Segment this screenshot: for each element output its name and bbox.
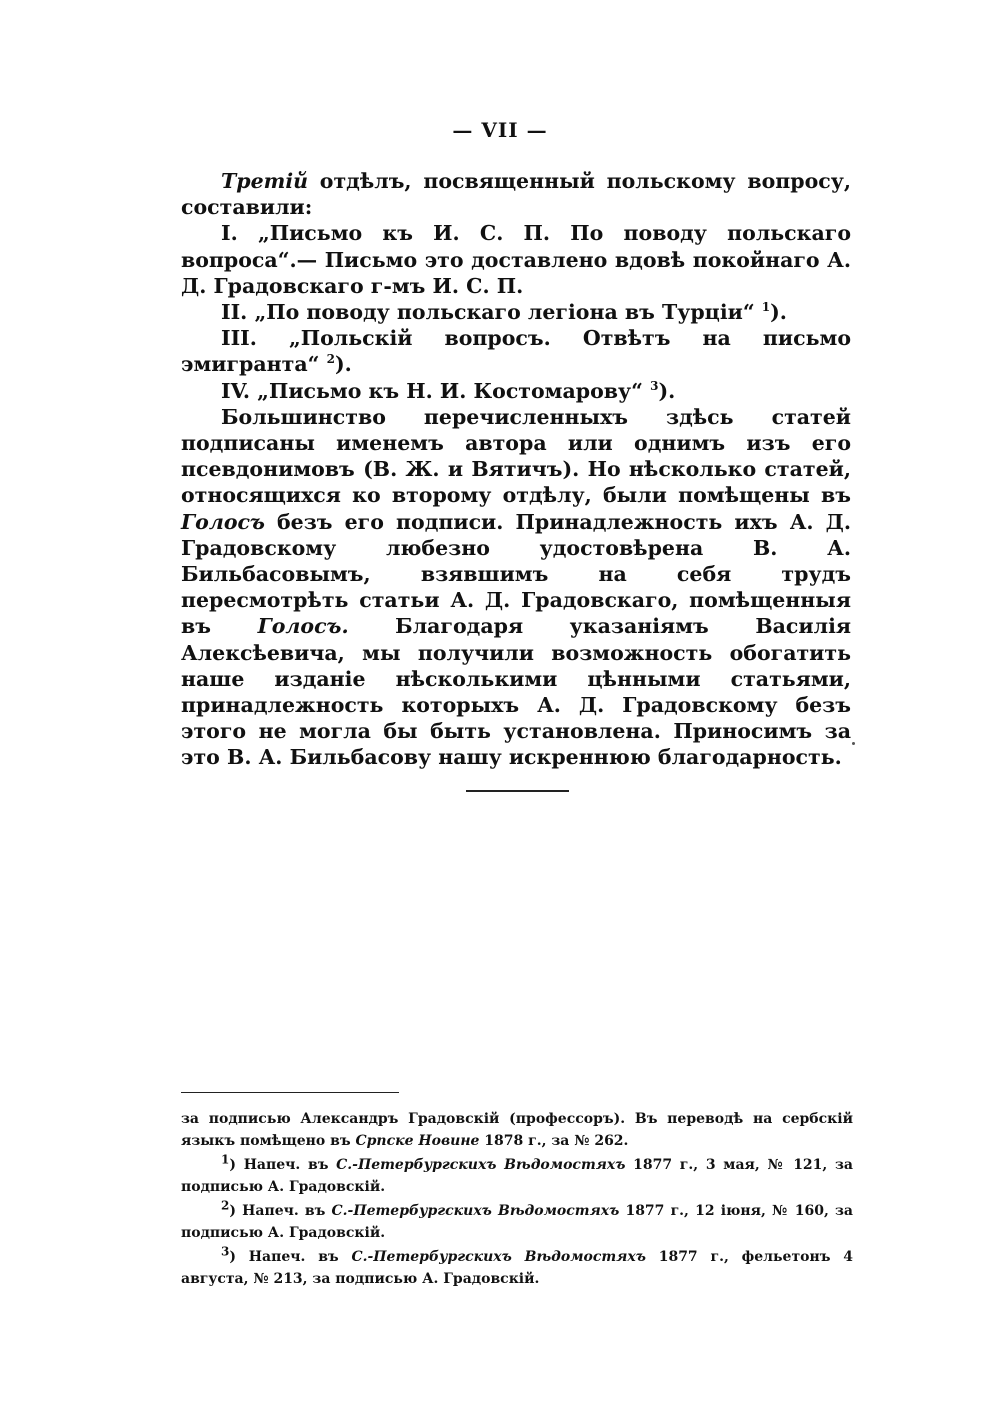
footnote-1-mark: 1 (221, 1152, 230, 1167)
footnote-ref-1: 1 (761, 300, 771, 315)
list-item-4-tail: ). (658, 378, 676, 403)
footnote-2-part-b: 1877 г., 12 іюня, № 160, за подписью А. Градовскій. (181, 1203, 853, 1241)
list-item-3-tail: ). (334, 352, 352, 377)
newspaper-title-golos-2: Голосъ. (257, 614, 349, 639)
footnote-cont-italic: Српске Новине (355, 1133, 480, 1149)
list-item-4-text: IV. „Письмо къ Н. И. Костомарову“ (221, 378, 651, 403)
footnote-2 (181, 1200, 853, 1244)
footnote-1-italic: С.-Петербургскихъ Вѣдомостяхъ (336, 1157, 626, 1173)
footnote-ref-3: 3 (650, 378, 659, 393)
footnote-3-italic: С.-Петербургскихъ Вѣдомостяхъ (351, 1249, 646, 1265)
list-item-2-tail: ). (770, 300, 787, 325)
main-text (181, 168, 851, 771)
footnote-3-part-b: 1877 г., фельетонъ 4 августа, № 213, за подписью А. Градовскій. (181, 1249, 854, 1287)
footnote-1 (181, 1154, 853, 1198)
footnote-3 (181, 1246, 853, 1290)
section-intro (181, 168, 851, 220)
list-item-3-text: III. „Польскій вопросъ. Отвѣтъ на письмо эмигранта“ (181, 326, 851, 377)
body-paragraph (181, 404, 851, 771)
paragraph-part-2: безъ его подписи. Принадлежность ихъ А. Д. Градовскому любезно удостовѣрена В. А. Бильбасовымъ, взявшимъ на себя трудъ пересмотрѣть статьи А. Д. Градовскаго, помѣщенныя въ (181, 509, 851, 639)
footnotes (181, 1108, 853, 1292)
footnote-cont-part-a: за подписью Александръ Градовскій (профессоръ). Въ переводѣ на сербскій языкъ помѣщено въ (181, 1111, 853, 1149)
footnote-ref-2: 2 (326, 352, 335, 367)
newspaper-title-golos-1: Голосъ (181, 509, 265, 534)
paragraph-part-3: Благодаря указаніямъ Василія Алексѣевича, мы получили возможность обогатить наше изданіе нѣсколькими цѣнными статьями, принадлежность которыхъ А. Д. Градовскому безъ этого не могла бы быть установлена. Приносимъ за это В. А. Бильбасову нашу искреннюю благодарность. (181, 614, 851, 770)
list-item-1-text: I. „Письмо къ И. С. П. По поводу польскаго вопроса“.— Письмо это доставлено вдовѣ покойнаго А. Д. Градовскаго г-мъ И. С. П. (181, 221, 851, 298)
footnote-3-mark: 3 (221, 1244, 230, 1259)
footnote-1-part-a: ) Напеч. въ (229, 1157, 337, 1173)
paragraph-part-1: Большинство перечисленныхъ здѣсь статей подписаны именемъ автора или однимъ изъ его псевдонимовъ (В. Ж. и Вятичъ). Но нѣсколько статей, относящихся ко второму отдѣлу, были помѣщены въ (181, 404, 851, 508)
list-item-2-text: II. „По поводу польскаго легіона въ Турціи“ (221, 300, 762, 325)
intro-rest: отдѣлъ, посвященный польскому вопросу, составили: (181, 169, 851, 220)
page-number: — VII — (452, 118, 548, 142)
footnote-3-part-a: ) Напеч. въ (229, 1249, 352, 1265)
print-speck (852, 742, 855, 745)
footnote-2-part-a: ) Напеч. въ (229, 1203, 332, 1219)
footnote-2-mark: 2 (221, 1198, 230, 1213)
footnote-2-italic: С.-Петербургскихъ Вѣдомостяхъ (331, 1203, 620, 1219)
list-item-1 (181, 220, 851, 299)
list-item-4 (181, 378, 851, 404)
list-item-2 (181, 299, 851, 325)
footnote-1-part-b: 1877 г., 3 мая, № 121, за подписью А. Градовскій. (181, 1157, 854, 1195)
list-item-3 (181, 325, 851, 377)
section-divider (466, 790, 569, 792)
footnote-rule (181, 1092, 399, 1093)
footnote-cont-part-b: 1878 г., за № 262. (479, 1133, 629, 1149)
footnote-continuation (181, 1108, 853, 1152)
intro-italic-word: Третій (221, 169, 309, 193)
